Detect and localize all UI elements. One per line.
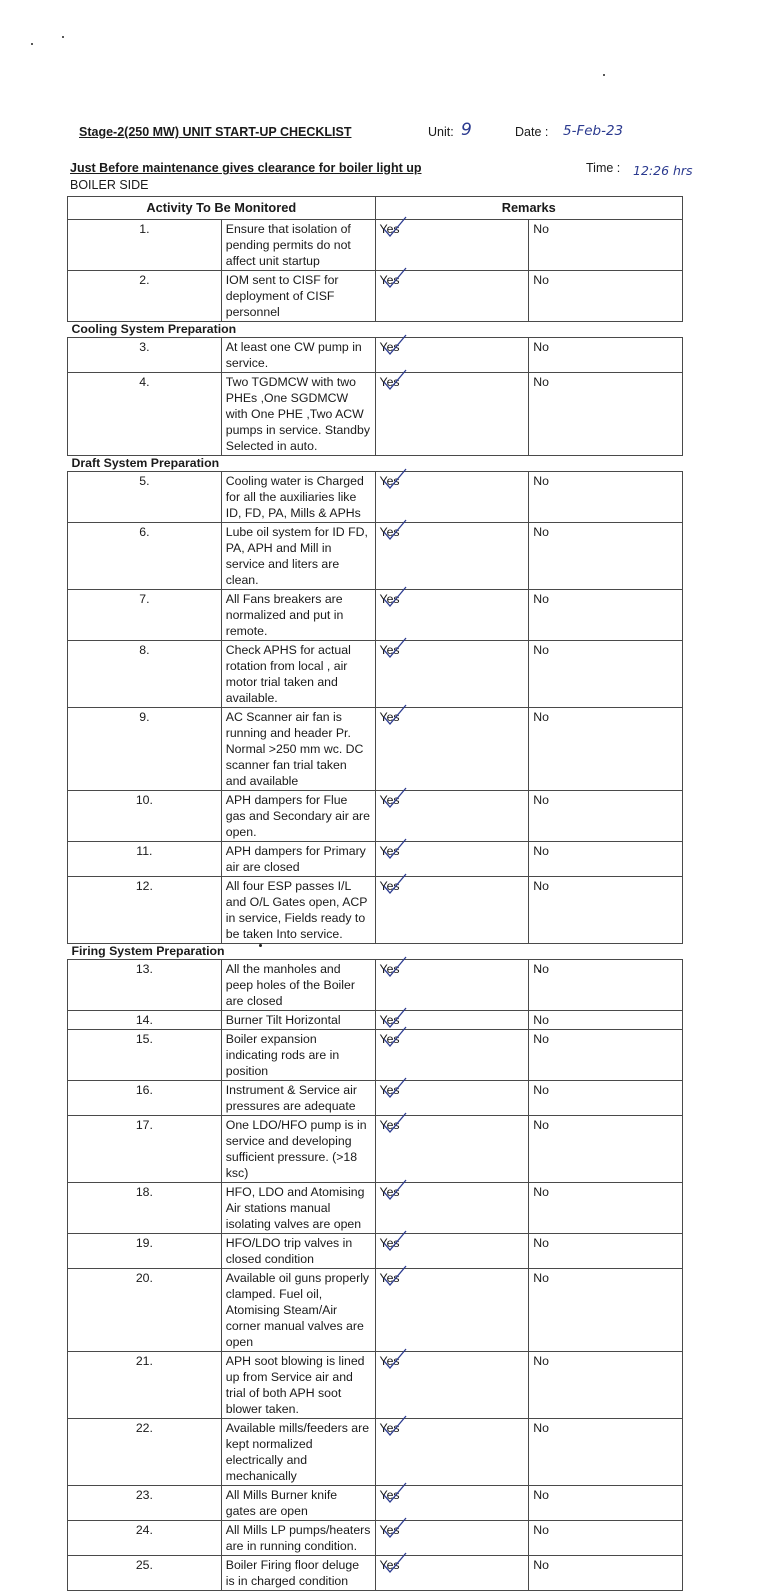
activity-text: Available mills/feeders are kept normalized electrically and mechanically <box>221 1419 375 1486</box>
activity-text: Lube oil system for ID FD, PA, APH and Mill in service and liters are clean. <box>221 523 375 590</box>
activity-text: Two TGDMCW with two PHEs ,One SGDMCW with One PHE ,Two ACW pumps in service. Standby Selected in auto. <box>221 373 375 456</box>
remark-yes-cell <box>375 1011 529 1030</box>
remark-no: No <box>529 1419 683 1486</box>
remark-yes: Yes <box>379 1354 400 1368</box>
table-row <box>68 1234 683 1269</box>
table-row <box>68 373 683 456</box>
remark-yes-cell <box>375 842 529 877</box>
activity-text: AC Scanner air fan is running and header Pr. Normal >250 mm wc. DC scanner fan trial taken and available <box>221 708 375 791</box>
item-number: 22. <box>68 1419 222 1486</box>
scan-speck <box>603 74 605 76</box>
section-heading: Cooling System Preparation <box>68 322 683 338</box>
item-number: 13. <box>68 960 222 1011</box>
table-row <box>68 708 683 791</box>
table-row <box>68 842 683 877</box>
activity-text: All Mills Burner knife gates are open <box>221 1486 375 1521</box>
remark-yes-cell <box>375 1183 529 1234</box>
table-row <box>68 1556 683 1591</box>
item-number: 21. <box>68 1352 222 1419</box>
remark-yes-cell <box>375 472 529 523</box>
scan-speck <box>62 36 64 38</box>
table-row <box>68 220 683 271</box>
table-row <box>68 338 683 373</box>
item-number: 10. <box>68 791 222 842</box>
remark-yes-cell <box>375 791 529 842</box>
item-number: 16. <box>68 1081 222 1116</box>
item-number: 17. <box>68 1116 222 1183</box>
remark-yes-cell <box>375 1269 529 1352</box>
table-row <box>68 1486 683 1521</box>
remark-yes-cell <box>375 1234 529 1269</box>
remark-yes-cell <box>375 1521 529 1556</box>
section-heading-row <box>68 456 683 472</box>
unit-value: 9 <box>461 120 472 140</box>
remark-yes: Yes <box>379 340 400 354</box>
remark-yes-cell <box>375 271 529 322</box>
remark-yes-cell <box>375 1352 529 1419</box>
activity-text: Cooling water is Charged for all the auxiliaries like ID, FD, PA, Mills & APHs <box>221 472 375 523</box>
remark-yes-cell <box>375 1486 529 1521</box>
remarks-column-header: Remarks <box>375 197 683 220</box>
remark-yes: Yes <box>379 1488 400 1502</box>
remark-yes: Yes <box>379 643 400 657</box>
activity-text: APH soot blowing is lined up from Service air and trial of both APH soot blower taken. <box>221 1352 375 1419</box>
remark-no: No <box>529 472 683 523</box>
date-value: 5-Feb-23 <box>563 123 624 139</box>
remark-yes-cell <box>375 373 529 456</box>
item-number: 7. <box>68 590 222 641</box>
activity-text: Burner Tilt Horizontal <box>221 1011 375 1030</box>
remark-yes-cell <box>375 1419 529 1486</box>
remark-yes-cell <box>375 220 529 271</box>
item-number: 18. <box>68 1183 222 1234</box>
item-number: 6. <box>68 523 222 590</box>
remark-no: No <box>529 1011 683 1030</box>
section-heading-row <box>68 944 683 960</box>
remark-yes: Yes <box>379 1013 400 1027</box>
scan-speck <box>31 43 33 45</box>
table-row <box>68 1419 683 1486</box>
item-number: 1. <box>68 220 222 271</box>
remark-no: No <box>529 1556 683 1591</box>
table-row <box>68 1030 683 1081</box>
checklist-title: Stage-2(250 MW) UNIT START-UP CHECKLIST <box>79 125 352 139</box>
item-number: 3. <box>68 338 222 373</box>
activity-text: HFO/LDO trip valves in closed condition <box>221 1234 375 1269</box>
table-row <box>68 791 683 842</box>
activity-text: IOM sent to CISF for deployment of CISF personnel <box>221 271 375 322</box>
table-row <box>68 1521 683 1556</box>
table-row <box>68 1269 683 1352</box>
remark-yes-cell <box>375 338 529 373</box>
table-header-row <box>68 197 683 220</box>
table-row <box>68 1352 683 1419</box>
remark-no: No <box>529 1081 683 1116</box>
remark-no: No <box>529 1183 683 1234</box>
remark-yes: Yes <box>379 222 400 236</box>
remark-yes-cell <box>375 523 529 590</box>
date-label: Date : <box>515 125 549 139</box>
table-row <box>68 590 683 641</box>
item-number: 5. <box>68 472 222 523</box>
remark-no: No <box>529 1486 683 1521</box>
remark-yes: Yes <box>379 592 400 606</box>
unit-label: Unit: <box>428 125 454 139</box>
remark-yes-cell <box>375 641 529 708</box>
remark-yes: Yes <box>379 1185 400 1199</box>
remark-no: No <box>529 1352 683 1419</box>
activity-text: Boiler Firing floor deluge is in charged condition <box>221 1556 375 1591</box>
activity-text: All four ESP passes I/L and O/L Gates open, ACP in service, Fields ready to be taken Into service. <box>221 877 375 944</box>
table-row <box>68 1081 683 1116</box>
table-row <box>68 1116 683 1183</box>
item-number: 24. <box>68 1521 222 1556</box>
remark-no: No <box>529 1234 683 1269</box>
remark-yes-cell <box>375 1116 529 1183</box>
remark-no: No <box>529 877 683 944</box>
remark-yes-cell <box>375 1556 529 1591</box>
remark-yes: Yes <box>379 1118 400 1132</box>
boiler-side-heading: BOILER SIDE <box>70 178 149 192</box>
remark-no: No <box>529 1521 683 1556</box>
section-heading: Firing System Preparation <box>68 944 683 960</box>
activity-text: HFO, LDO and Atomising Air stations manual isolating valves are open <box>221 1183 375 1234</box>
item-number: 2. <box>68 271 222 322</box>
table-row <box>68 960 683 1011</box>
activity-text: Boiler expansion indicating rods are in position <box>221 1030 375 1081</box>
remark-no: No <box>529 842 683 877</box>
remark-no: No <box>529 271 683 322</box>
item-number: 23. <box>68 1486 222 1521</box>
table-row <box>68 1183 683 1234</box>
time-value: 12:26 hrs <box>633 163 693 178</box>
remark-no: No <box>529 373 683 456</box>
remark-yes: Yes <box>379 1523 400 1537</box>
remark-yes: Yes <box>379 793 400 807</box>
activity-text: Available oil guns properly clamped. Fuel oil, Atomising Steam/Air corner manual valves are open <box>221 1269 375 1352</box>
item-number: 4. <box>68 373 222 456</box>
item-number: 19. <box>68 1234 222 1269</box>
item-number: 11. <box>68 842 222 877</box>
activity-text: Ensure that isolation of pending permits do not affect unit startup <box>221 220 375 271</box>
remark-no: No <box>529 338 683 373</box>
table-row <box>68 472 683 523</box>
item-number: 25. <box>68 1556 222 1591</box>
table-row <box>68 271 683 322</box>
table-row <box>68 523 683 590</box>
checklist-subtitle: Just Before maintenance gives clearance for boiler light up <box>70 161 422 175</box>
activity-text: All Mills LP pumps/heaters are in running condition. <box>221 1521 375 1556</box>
remark-no: No <box>529 960 683 1011</box>
remark-yes: Yes <box>379 474 400 488</box>
remark-yes-cell <box>375 877 529 944</box>
item-number: 12. <box>68 877 222 944</box>
remark-yes: Yes <box>379 1421 400 1435</box>
remark-no: No <box>529 791 683 842</box>
remark-yes: Yes <box>379 879 400 893</box>
table-row <box>68 877 683 944</box>
remark-no: No <box>529 523 683 590</box>
remark-yes: Yes <box>379 1558 400 1572</box>
remark-yes: Yes <box>379 962 400 976</box>
remark-no: No <box>529 220 683 271</box>
item-number: 15. <box>68 1030 222 1081</box>
section-heading-row <box>68 322 683 338</box>
activity-text: APH dampers for Primary air are closed <box>221 842 375 877</box>
remark-yes-cell <box>375 1081 529 1116</box>
activity-text: At least one CW pump in service. <box>221 338 375 373</box>
item-number: 8. <box>68 641 222 708</box>
remark-no: No <box>529 1030 683 1081</box>
remark-yes-cell <box>375 708 529 791</box>
time-label: Time : <box>586 161 621 175</box>
remark-yes: Yes <box>379 1032 400 1046</box>
remark-yes: Yes <box>379 1236 400 1250</box>
item-number: 14. <box>68 1011 222 1030</box>
remark-yes: Yes <box>379 273 400 287</box>
activity-text: All the manholes and peep holes of the Boiler are closed <box>221 960 375 1011</box>
activity-text: APH dampers for Flue gas and Secondary air are open. <box>221 791 375 842</box>
remark-yes: Yes <box>379 710 400 724</box>
activity-text: Instrument & Service air pressures are adequate <box>221 1081 375 1116</box>
remark-yes-cell <box>375 960 529 1011</box>
section-heading: Draft System Preparation <box>68 456 683 472</box>
remark-yes: Yes <box>379 1083 400 1097</box>
table-row <box>68 1011 683 1030</box>
remark-no: No <box>529 1269 683 1352</box>
remark-no: No <box>529 708 683 791</box>
remark-yes: Yes <box>379 1271 400 1285</box>
remark-yes: Yes <box>379 375 400 389</box>
remark-yes: Yes <box>379 525 400 539</box>
remark-no: No <box>529 641 683 708</box>
remark-no: No <box>529 1116 683 1183</box>
item-number: 9. <box>68 708 222 791</box>
item-number: 20. <box>68 1269 222 1352</box>
remark-no: No <box>529 590 683 641</box>
activity-text: All Fans breakers are normalized and put in remote. <box>221 590 375 641</box>
remark-yes-cell <box>375 1030 529 1081</box>
table-row <box>68 641 683 708</box>
activity-text: Check APHS for actual rotation from local , air motor trial taken and available. <box>221 641 375 708</box>
checklist-table <box>67 196 683 1591</box>
remark-yes: Yes <box>379 844 400 858</box>
activity-text: One LDO/HFO pump is in service and developing sufficient pressure. (>18 ksc) <box>221 1116 375 1183</box>
remark-yes-cell <box>375 590 529 641</box>
activity-column-header: Activity To Be Monitored <box>68 197 376 220</box>
